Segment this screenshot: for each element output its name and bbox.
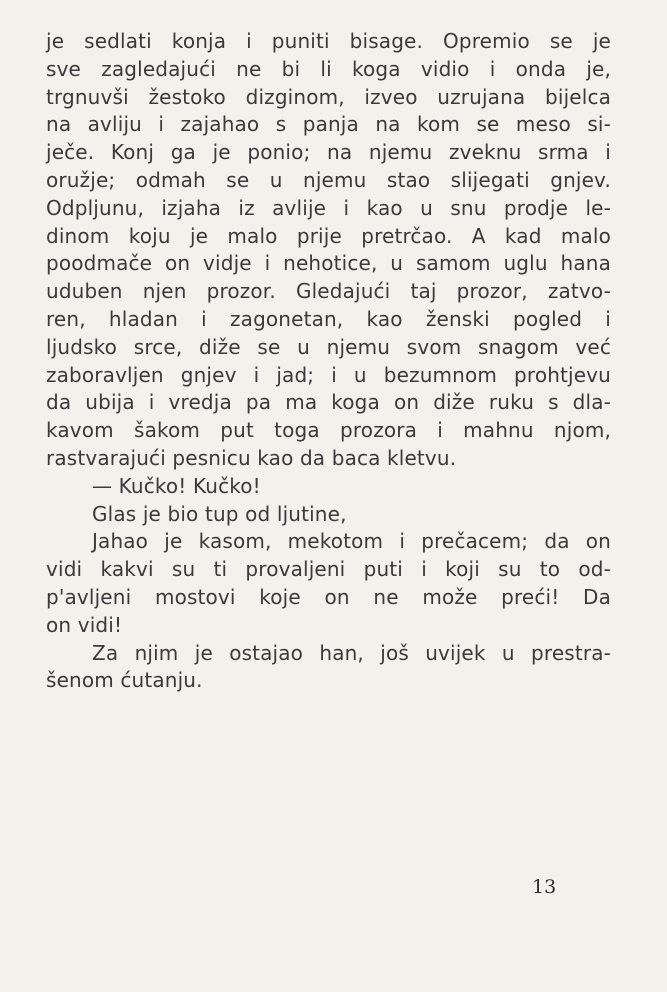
text-line: na avliju i zajahao s panja na kom se meso si- [46, 112, 611, 137]
body-text [46, 28, 611, 695]
text-line: zaboravljen gnjev i jad; i u bezumnom prohtjevu [46, 362, 611, 387]
text-line: ljudsko srce, diže se u njemu svom snagom već [46, 334, 611, 359]
text-line: Glas je bio tup od ljutine, [92, 501, 347, 526]
text-line: da ubija i vredja pa ma koga on diže ruku s dla- [46, 390, 611, 415]
text-line: Odpljunu, izjaha iz avlije i kao u snu prodje le- [46, 195, 611, 220]
text-line: Za njim je ostajao han, još uvijek u prestra- [92, 640, 611, 665]
text-line: ječe. Konj ga je ponio; na njemu zveknu srma i [46, 140, 611, 165]
text-line: Jahao je kasom, mekotom i prečacem; da on [92, 529, 611, 554]
text-line: kavom šakom put toga prozora i mahnu njom, [46, 418, 611, 443]
text-line: dinom koju je malo prije pretrčao. A kad malo [46, 223, 611, 248]
text-line: uduben njen prozor. Gledajući taj prozor, zatvo- [46, 279, 611, 304]
text-line: ren, hladan i zagonetan, kao ženski pogled i [46, 306, 611, 331]
page-number: 13 [532, 876, 557, 898]
text-line: on vidi! [46, 612, 123, 637]
text-line: je sedlati konja i puniti bisage. Opremio se je [46, 29, 611, 53]
text-line: p'avljeni mostovi koje on ne može preći! Da [46, 584, 611, 609]
text-line: rastvarajući pesnicu kao da baca kletvu. [46, 445, 457, 470]
text-line: poodmače on vidje i nehotice, u samom uglu hana [46, 251, 611, 276]
text-line: vidi kakvi su ti provaljeni puti i koji su to od- [46, 557, 611, 582]
text-line: šenom ćutanju. [46, 668, 203, 693]
text-line: trgnuvši žestoko dizginom, izveo uzrujana bijelca [46, 84, 611, 109]
text-line: oružje; odmah se u njemu stao slijegati gnjev. [46, 167, 611, 192]
text-line: sve zagledajući ne bi li koga vidio i onda je, [46, 56, 611, 81]
dialogue-line: — Kučko! Kučko! [92, 473, 261, 498]
